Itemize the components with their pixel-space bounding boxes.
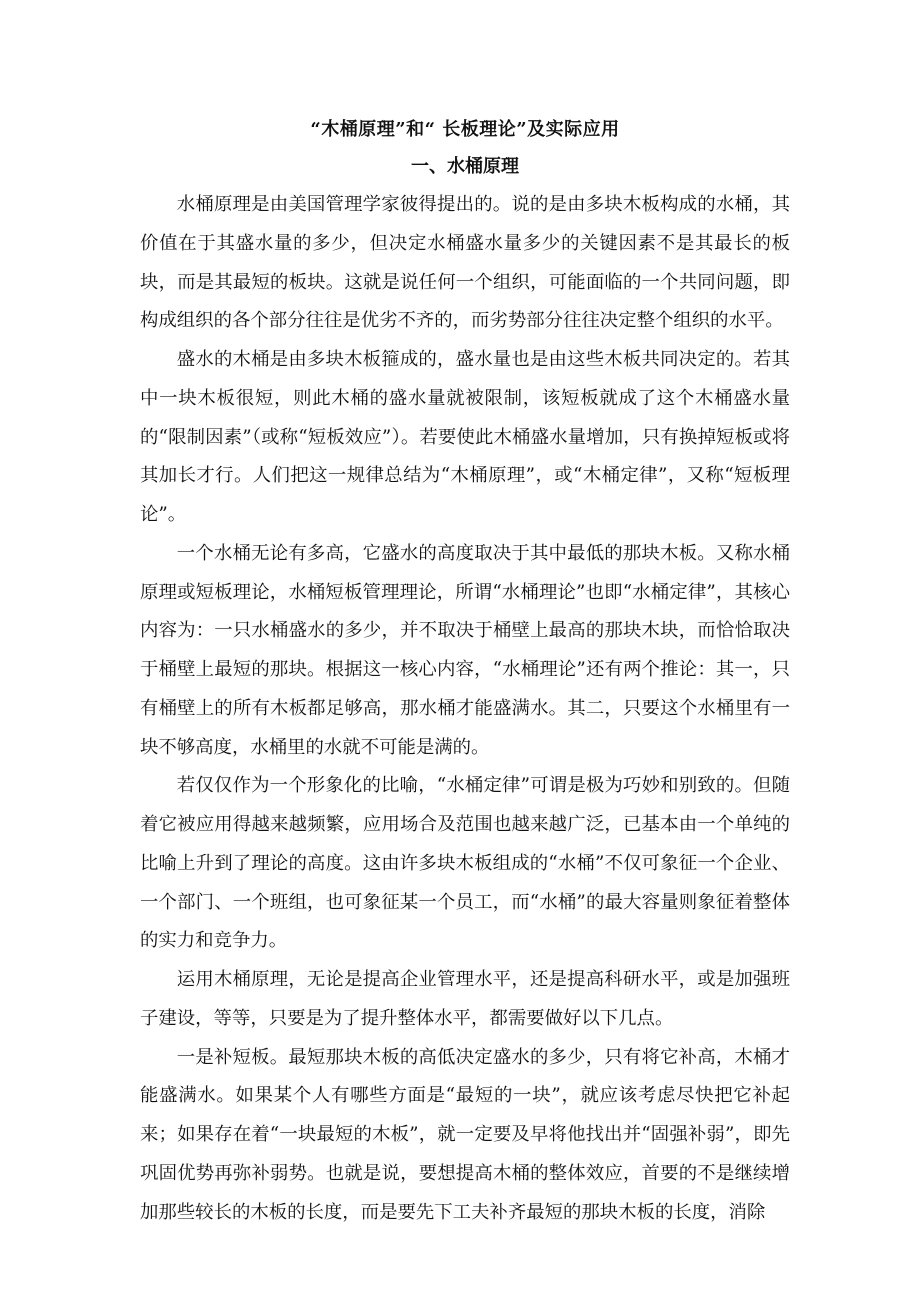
paragraph-5: 运用木桶原理，无论是提高企业管理水平，还是提高科研水平，或是加强班子建设，等等，只要是为了提升整体水平，都需要做好以下几点。 [140,969,790,1029]
paragraph-6: 一是补短板。最短那块木板的高低决定盛水的多少，只有将它补高，木桶才能盛满水。如果某个人有哪些方面是“最短的一块”，就应该考虑尽快把它补起来；如果存在着“一块最短的木板”，就一定要及早将他找出并“固强补弱”，即先巩固优势再弥补弱势。也就是说，要想提高木桶的整体效应，首要的不是继续增加那些较长的木板的长度，而是要先下工夫补齐最短的那块木板的长度，消除 [140,1046,790,1223]
section-heading: 一、水桶原理 [411,156,519,177]
paragraph-1: 水桶原理是由美国管理学家彼得提出的。说的是由多块木板构成的水桶，其价值在于其盛水量的多少，但决定水桶盛水量多少的关键因素不是其最长的板块，而是其最短的板块。这就是说任何一个组织，可能面临的一个共同问题，即构成组织的各个部分往往是优劣不齐的，而劣势部分往往决定整个组织的水平。 [140,194,790,332]
paragraph-4: 若仅仅作为一个形象化的比喻，“水桶定律”可谓是极为巧妙和别致的。但随着它被应用得越来越频繁，应用场合及范围也越来越广泛，已基本由一个单纯的比喻上升到了理论的高度。这由许多块木板组成的“水桶”不仅可象征一个企业、一个部门、一个班组，也可象征某一个员工，而“水桶”的最大容量则象征着整体的实力和竞争力。 [140,775,790,952]
document-body [140,112,790,1310]
document-title: “木桶原理”和“ 长板理论”及实际应用 [310,119,620,140]
paragraph-2: 盛水的木桶是由多块木板箍成的，盛水量也是由这些木板共同决定的。若其中一块木板很短，则此木桶的盛水量就被限制，该短板就成了这个木桶盛水量的“限制因素”（或称“短板效应”）。若要使此木桶盛水量增加，只有换掉短板或将其加长才行。人们把这一规律总结为“木桶原理”，或“木桶定律”，又称“短板理论”。 [140,349,790,525]
paragraph-3: 一个水桶无论有多高，它盛水的高度取决于其中最低的那块木板。又称水桶原理或短板理论，水桶短板管理理论，所谓“水桶理论”也即“水桶定律”，其核心内容为：一只水桶盛水的多少，并不取决于桶壁上最高的那块木块，而恰恰取决于桶壁上最短的那块。根据这一核心内容，“水桶理论”还有两个推论：其一，只有桶壁上的所有木板都足够高，那水桶才能盛满水。其二，只要这个水桶里有一块不够高度，水桶里的水就不可能是满的。 [140,542,790,758]
